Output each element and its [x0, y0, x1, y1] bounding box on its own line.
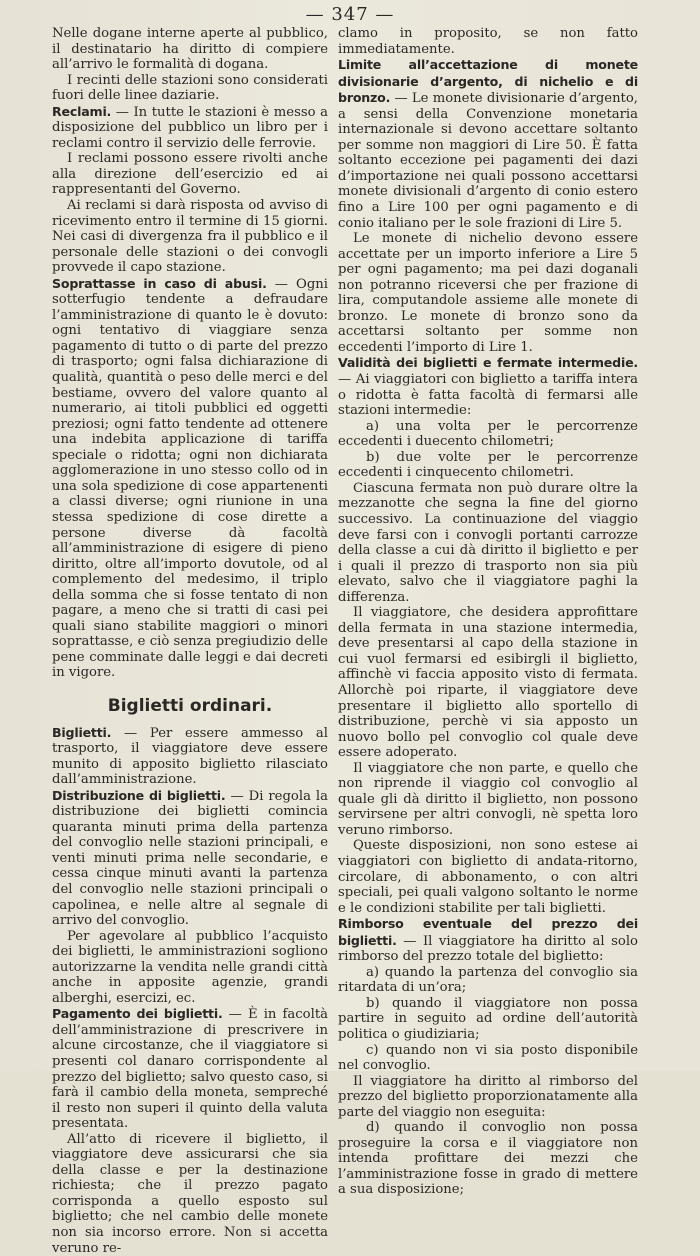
paragraph — [338, 1120, 638, 1198]
paragraph-heading: Biglietti. — [52, 724, 112, 740]
paragraph — [52, 276, 328, 681]
paragraph — [338, 916, 638, 965]
paragraph-heading: Validità dei biglietti e fermate intermedie. — [338, 355, 638, 371]
paragraph-text: — In tutte le stazioni è messo a disposizione del pubblico un libro per i reclami contro il servizio delle ferrovie. — [52, 104, 328, 151]
paragraph-text: I reclami possono essere rivolti anche alla direzione dell’esercizio ed ai rappresentanti del Governo. — [52, 151, 328, 198]
page-number: — 347 — — [305, 4, 395, 25]
paragraph-text: a) una volta per le percorrenze eccedenti i duecento chilometri; — [338, 418, 638, 450]
paragraph — [338, 838, 638, 916]
paragraph-text: Queste disposizioni, non sono estese ai viaggiatori con biglietto di andata-ritorno, circolare, di abbonamento, o con altri speciali, pei quali valgono soltanto le norme e le condizioni stabilite per tali biglietti. — [338, 838, 638, 916]
paragraph-text: Il viaggiatore ha diritto al rimborso del prezzo del biglietto proporzionatamente alla parte del viaggio non eseguita: — [338, 1073, 638, 1120]
paragraph — [338, 57, 638, 231]
paragraph — [338, 1043, 638, 1074]
paragraph-text: c) quando non vi sia posto disponibile nel convoglio. — [338, 1042, 638, 1074]
paragraph-text: Nelle dogane interne aperte al pubblico, il destinatario ha diritto di compiere all’arrivo le formalità di dogana. — [52, 26, 328, 73]
paragraph-heading: Reclami. — [52, 103, 112, 119]
paragraph-heading: Soprattasse in caso di abusi. — [52, 275, 267, 291]
paragraph — [52, 1006, 328, 1131]
paragraph — [52, 104, 328, 152]
paragraph-heading: Pagamento dei biglietti. — [52, 1006, 223, 1022]
paragraph — [338, 419, 638, 450]
paragraph-text: — Ai viaggiatori con biglietto a tariffa intera o ridotta è fatta facoltà di fermarsi alle stazioni intermedie: — [338, 372, 638, 419]
paragraph — [52, 151, 328, 198]
paragraph — [338, 450, 638, 481]
paragraph-text: Le monete di nichelio devono essere accettate per un importo inferiore a Lire 5 per ogni pagamento; ma pei dazi doganali non potranno riceversi che per frazione di lira, computandole assieme alle monete di bronzo. Le monete di bronzo sono da accettarsi soltanto per somme non eccedenti l’importo di Lire 1. — [338, 231, 638, 355]
paragraph — [338, 26, 638, 57]
paragraph — [52, 26, 328, 73]
paragraph-text: — Di regola la distribuzione dei biglietti comincia quaranta minuti prima della partenza del convoglio nelle stazioni principali, e venti minuti prima nelle secondarie, e cessa cinque minuti avanti la partenza del convoglio nelle stazioni principali o capolinea, e nelle altre al segnale di arrivo del convoglio. — [52, 788, 328, 929]
paragraph-heading: Distribuzione di biglietti. — [52, 787, 226, 803]
paragraph — [52, 725, 328, 788]
paragraph-heading: Rimborso eventuale del prezzo dei biglietti. — [338, 916, 638, 948]
paragraph — [52, 73, 328, 104]
paragraph-text: I recinti delle stazioni sono considerati fuori delle linee daziarie. — [52, 72, 328, 104]
left-column — [52, 26, 328, 1256]
paragraph-text: b) due volte per le percorrenze eccedenti i cinquecento chilometri. — [338, 449, 638, 481]
paragraph — [52, 1132, 328, 1256]
paragraph — [52, 788, 328, 929]
paragraph-text: a) quando la partenza del convoglio sia ritardata di un’ora; — [338, 964, 638, 996]
paragraph-text: — Per essere ammesso al trasporto, il viaggiatore deve essere munito di apposito biglietto rilasciato dall’amministrazione. — [52, 725, 328, 788]
paragraph — [338, 481, 638, 605]
paragraph-text: clamo in proposito, se non fatto immediatamente. — [338, 26, 638, 57]
paragraph — [338, 231, 638, 355]
paragraph-text: Il viaggiatore, che desidera approfittare della fermata in una stazione intermedia, deve presentarsi al capo della stazione in cui vuol fermarsi ed esibirgli il biglietto, affinchè vi faccia apposito visto di fermata. Allorchè poi riparte, il viaggiatore deve presentare il biglietto allo sportello di distribuzione, perchè vi sia apposto un nuovo bollo pel convoglio col quale deve essere adoperato. — [338, 605, 638, 761]
section-title: Biglietti ordinari. — [107, 695, 273, 716]
paragraph-text: — Le monete divisionarie d’argento, a sensi della Convenzione monetaria internazionale si devono accettare soltanto per somme non maggiori di Lire 50. È fatta soltanto eccezione pei pagamenti dei dazi d’importazione nei quali possono accettarsi monete divisionali d’argento di conio estero fino a Lire 100 per ogni pagamento e di conio italiano per le sole frazioni di Lire 5. — [338, 91, 638, 231]
paragraph — [338, 355, 638, 418]
paragraph-text: — Ogni sotterfugio tendente a defraudare l’amministrazione di quanto le è dovuto: ogni tentativo di viaggiare senza pagamento di tutto o di parte del prezzo di trasporto; ogni falsa dichiarazione di qualità, quantità o peso delle merci e del bestiame, ovvero del valore quanto al numerario, ai titoli pubblici ed oggetti preziosi; ogni fatto tendente ad ottenere una indebita applicazione di tariffa speciale o ridotta; ogni non dichiarata agglomerazione in uno stesso collo od in una sola spedizione di cose appartenenti a classi diverse; ogni riunione in una stessa spedizione di cose dirette a persone diverse dà facoltà all’amministrazione di esigere di pieno diritto, oltre all’importo dovutole, od al complemento del medesimo, il triplo della somma che si fosse tentato di non pagare, a meno che si tratti di casi pei quali siano stabilite maggiori o minori soprattasse, e ciò senza pregiudizio delle pene comminate dalle leggi e dai decreti in vigore. — [52, 276, 328, 681]
paragraph-text: All’atto di ricevere il biglietto, il viaggiatore deve assicurarsi che sia della classe e per la destinazione richiesta; che il prezzo pagato corrisponda a quello esposto sul biglietto; che nel cambio delle monete non sia incorso errore. Non si accetta veruno re- — [52, 1131, 328, 1256]
paragraph-text: d) quando il convoglio non possa proseguire la corsa e il viaggiatore non intenda profittare dei mezzi che l’amministrazione fosse in grado di mettere a sua disposizione; — [338, 1120, 638, 1198]
right-column — [338, 26, 638, 1198]
paragraph-text: Ciascuna fermata non può durare oltre la mezzanotte che segna la fine del giorno successivo. La continuazione del viaggio deve farsi con i convogli portanti carrozze della classe a cui dà diritto il biglietto e per i quali il prezzo di trasporto non sia più elevato, salvo che il viaggiatore paghi la differenza. — [338, 480, 638, 605]
paragraph-text: Per agevolare al pubblico l’acquisto dei biglietti, le amministrazioni sogliono autorizzarne la vendita nelle grandi città anche in apposite agenzie, grandi alberghi, esercizi, ec. — [52, 928, 328, 1006]
paragraph — [52, 929, 328, 1007]
paragraph-heading: Limite all’accettazione di monete divisionarie d’argento, di nichelio e di bronzo. — [338, 57, 638, 106]
paragraph-text: Il viaggiatore che non parte, e quello che non riprende il viaggio col convoglio al quale gli dà diritto il biglietto, non possono servirsene per altri convogli, nè spetta loro veruno rimborso. — [338, 760, 638, 838]
paragraph — [338, 605, 638, 760]
paragraph-text: — È in facoltà dell’amministrazione di prescrivere in alcune circostanze, che il viaggiatore si presenti col danaro corrispondente al prezzo del biglietto; salvo questo caso, si farà il cambio della moneta, sempreché il resto non superi il quinto della valuta presentata. — [52, 1007, 328, 1132]
paragraph-text: — Il viaggiatore ha diritto al solo rimborso del prezzo totale del biglietto: — [338, 933, 638, 965]
paragraph-text: Ai reclami si darà risposta od avviso di ricevimento entro il termine di 15 giorni. Nei casi di divergenza fra il pubblico e il personale delle stazioni o dei convogli provvede il capo stazione. — [52, 198, 328, 276]
paragraph — [338, 996, 638, 1043]
paragraph — [338, 965, 638, 996]
paragraph-text: b) quando il viaggiatore non possa partire in seguito ad ordine dell’autorità politica o giudiziaria; — [338, 995, 638, 1042]
paragraph — [52, 198, 328, 276]
paragraph — [338, 761, 638, 839]
paragraph — [338, 1074, 638, 1121]
